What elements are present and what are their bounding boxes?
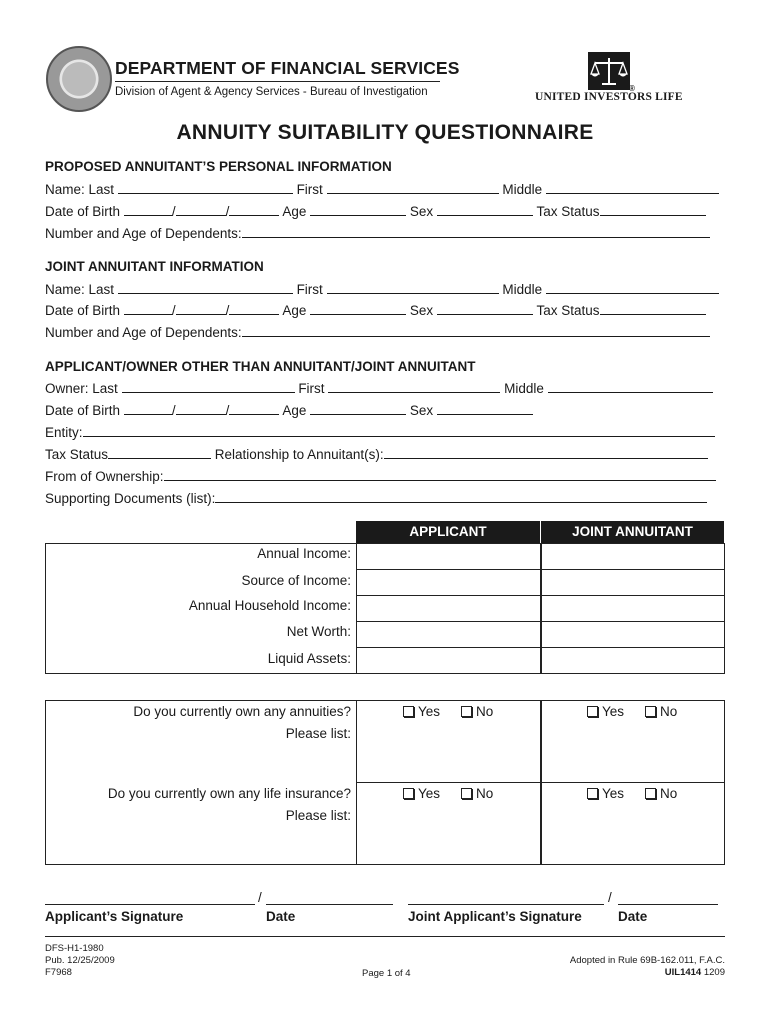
- checkbox-icon: [645, 788, 656, 799]
- owner-tax-row: [45, 446, 708, 462]
- annuitant-dependents-row: [45, 225, 710, 241]
- joint-signature-label: Joint Applicant’s Signature: [408, 909, 582, 924]
- tax-status-label: Tax Status: [536, 204, 600, 219]
- applicant-household-income-field[interactable]: [356, 595, 541, 622]
- annuitant-dob-row: [45, 203, 706, 219]
- checkbox-icon: [587, 788, 598, 799]
- applicant-annuities-cell[interactable]: [356, 700, 541, 783]
- company-name: UNITED INVESTORS LIFE: [535, 91, 683, 103]
- entity-label: Entity:: [45, 425, 83, 440]
- publication-date: Pub. 12/25/2009: [45, 955, 115, 966]
- last-name-field[interactable]: [118, 281, 293, 294]
- scales-icon: [588, 52, 630, 90]
- joint-dependents-row: [45, 324, 710, 340]
- dependents-field[interactable]: [242, 324, 710, 337]
- tax-status-label: Tax Status: [45, 447, 109, 462]
- documents-row: [45, 490, 707, 506]
- uil-code: UIL1414: [664, 967, 702, 978]
- relationship-label: Relationship to Annuitant(s):: [214, 447, 384, 462]
- owner-dob-row: [45, 402, 533, 418]
- page-number: Page 1 of 4: [362, 968, 411, 979]
- checkbox-icon: [587, 706, 598, 717]
- dob-month-field[interactable]: [124, 203, 172, 216]
- applicant-net-worth-field[interactable]: [356, 621, 541, 648]
- tax-status-field[interactable]: [600, 203, 706, 216]
- annuitant-heading: PROPOSED ANNUITANT’S PERSONAL INFORMATION: [45, 159, 392, 174]
- middle-name-label: Middle: [504, 381, 544, 396]
- age-label: Age: [282, 204, 307, 219]
- scales-logo: [588, 52, 630, 90]
- age-field[interactable]: [310, 203, 406, 216]
- owner-last-field[interactable]: [122, 380, 295, 393]
- household-income-label: Annual Household Income:: [188, 598, 351, 613]
- middle-name-label: Middle: [502, 182, 543, 197]
- joint-insurance-yes[interactable]: [587, 786, 624, 801]
- yes-label: Yes: [602, 704, 625, 719]
- tax-status-field[interactable]: [108, 446, 211, 459]
- last-name-label: Name: Last: [45, 282, 115, 297]
- no-label: No: [660, 704, 678, 719]
- sex-field[interactable]: [437, 203, 533, 216]
- joint-insurance-no[interactable]: [645, 786, 677, 801]
- dob-slash: /: [171, 403, 176, 418]
- insurance-please-list: Please list:: [285, 808, 351, 823]
- applicant-insurance-no[interactable]: [461, 786, 493, 801]
- annual-income-label: Annual Income:: [257, 546, 351, 561]
- rule-reference: Adopted in Rule 69B-162.011, F.A.C.: [569, 955, 725, 966]
- yes-label: Yes: [418, 704, 441, 719]
- joint-insurance-cell[interactable]: [541, 782, 725, 865]
- dob-label: Date of Birth: [45, 303, 121, 318]
- no-label: No: [476, 786, 494, 801]
- joint-annuities-no[interactable]: [645, 704, 677, 719]
- signature-slash: /: [258, 890, 262, 905]
- joint-liquid-assets-field[interactable]: [541, 647, 725, 674]
- age-label: Age: [282, 403, 307, 418]
- state-seal-logo: [46, 46, 112, 112]
- joint-column-header: JOINT ANNUITANT: [541, 521, 724, 543]
- sex-label: Sex: [409, 303, 434, 318]
- dob-day-field[interactable]: [176, 302, 226, 315]
- uil-code-row: [665, 967, 725, 979]
- no-label: No: [476, 704, 494, 719]
- annuities-question: Do you currently own any annuities?: [133, 704, 351, 719]
- dob-year-field[interactable]: [229, 203, 279, 216]
- entity-row: [45, 424, 715, 440]
- sex-label: Sex: [409, 204, 434, 219]
- dob-year-field[interactable]: [229, 402, 279, 415]
- dob-slash: /: [225, 204, 230, 219]
- middle-name-field[interactable]: [546, 281, 719, 294]
- joint-heading: JOINT ANNUITANT INFORMATION: [45, 259, 264, 274]
- applicant-insurance-cell[interactable]: [356, 782, 541, 865]
- signature-slash: /: [608, 890, 612, 905]
- applicant-annuities-no[interactable]: [461, 704, 493, 719]
- first-name-field[interactable]: [328, 380, 500, 393]
- dob-slash: /: [171, 204, 176, 219]
- ownership-label: From of Ownership:: [45, 469, 164, 484]
- insurance-question: Do you currently own any life insurance?: [107, 786, 351, 801]
- tax-status-label: Tax Status: [536, 303, 600, 318]
- last-name-label: Name: Last: [45, 182, 115, 197]
- dob-slash: /: [225, 303, 230, 318]
- checkbox-icon: [645, 706, 656, 717]
- applicant-date-label: Date: [266, 909, 296, 924]
- sex-field[interactable]: [437, 402, 533, 415]
- joint-signature-field[interactable]: [408, 904, 604, 905]
- applicant-signature-label: Applicant’s Signature: [45, 909, 184, 924]
- checkbox-icon: [403, 706, 414, 717]
- yes-label: Yes: [602, 786, 625, 801]
- yes-label: Yes: [418, 786, 441, 801]
- relationship-field[interactable]: [384, 446, 708, 459]
- dob-month-field[interactable]: [124, 302, 172, 315]
- applicant-date-field[interactable]: [266, 904, 393, 905]
- dependents-field[interactable]: [242, 225, 710, 238]
- first-name-field[interactable]: [327, 181, 499, 194]
- joint-dob-row: [45, 302, 706, 318]
- age-field[interactable]: [310, 402, 406, 415]
- age-field[interactable]: [310, 302, 406, 315]
- dob-day-field[interactable]: [176, 402, 226, 415]
- first-name-field[interactable]: [327, 281, 499, 294]
- first-name-label: First: [296, 282, 323, 297]
- ownership-row: [45, 468, 716, 484]
- joint-source-income-field[interactable]: [541, 569, 725, 596]
- checkbox-icon: [461, 788, 472, 799]
- documents-label: Supporting Documents (list):: [45, 491, 216, 506]
- header-divider: [115, 81, 440, 82]
- owner-name-row: [45, 380, 713, 396]
- joint-annual-income-field[interactable]: [541, 543, 725, 570]
- owner-last-label: Owner: Last: [45, 381, 118, 396]
- form-number: DFS-H1-1980: [45, 943, 104, 954]
- applicant-annuities-yes[interactable]: [403, 704, 440, 719]
- dependents-label: Number and Age of Dependents:: [45, 226, 242, 241]
- department-title: DEPARTMENT OF FINANCIAL SERVICES: [115, 58, 460, 78]
- applicant-liquid-assets-field[interactable]: [356, 647, 541, 674]
- last-name-field[interactable]: [118, 181, 293, 194]
- net-worth-label: Net Worth:: [286, 624, 351, 639]
- first-name-label: First: [298, 381, 325, 396]
- applicant-column-header: APPLICANT: [356, 521, 540, 543]
- joint-annuities-yes[interactable]: [587, 704, 624, 719]
- middle-name-label: Middle: [502, 282, 543, 297]
- sex-label: Sex: [409, 403, 434, 418]
- source-income-label: Source of Income:: [241, 573, 351, 588]
- first-name-label: First: [296, 182, 323, 197]
- dob-slash: /: [225, 403, 230, 418]
- age-label: Age: [282, 303, 307, 318]
- joint-net-worth-field[interactable]: [541, 621, 725, 648]
- checkbox-icon: [461, 706, 472, 717]
- applicant-signature-field[interactable]: [45, 904, 255, 905]
- middle-name-field[interactable]: [546, 181, 719, 194]
- joint-date-field[interactable]: [618, 904, 718, 905]
- owner-heading: APPLICANT/OWNER OTHER THAN ANNUITANT/JOINT ANNUITANT: [45, 359, 476, 374]
- liquid-assets-label: Liquid Assets:: [267, 651, 351, 666]
- annuities-please-list: Please list:: [285, 726, 351, 741]
- dob-day-field[interactable]: [176, 203, 226, 216]
- dob-month-field[interactable]: [124, 402, 172, 415]
- joint-household-income-field[interactable]: [541, 595, 725, 622]
- dependents-label: Number and Age of Dependents:: [45, 325, 242, 340]
- registered-mark: ®: [629, 84, 635, 93]
- dob-slash: /: [171, 303, 176, 318]
- applicant-annual-income-field[interactable]: [356, 543, 541, 570]
- no-label: No: [660, 786, 678, 801]
- joint-annuities-cell[interactable]: [541, 700, 725, 783]
- joint-name-row: [45, 281, 719, 297]
- form-code: F7968: [45, 967, 72, 978]
- page-title: ANNUITY SUITABILITY QUESTIONNAIRE: [176, 121, 594, 144]
- tax-status-field[interactable]: [600, 302, 706, 315]
- footer-divider: [45, 936, 725, 937]
- joint-date-label: Date: [618, 909, 648, 924]
- dob-label: Date of Birth: [45, 204, 121, 219]
- applicant-source-income-field[interactable]: [356, 569, 541, 596]
- dob-label: Date of Birth: [45, 403, 121, 418]
- documents-field[interactable]: [215, 490, 707, 503]
- checkbox-icon: [403, 788, 414, 799]
- ownership-field[interactable]: [164, 468, 716, 481]
- entity-field[interactable]: [83, 424, 715, 437]
- department-subtitle: Division of Agent & Agency Services - Bureau of Investigation: [115, 86, 428, 98]
- sex-field[interactable]: [437, 302, 533, 315]
- middle-name-field[interactable]: [548, 380, 713, 393]
- dob-year-field[interactable]: [229, 302, 279, 315]
- annuitant-name-row: [45, 181, 719, 197]
- uil-date: 1209: [703, 967, 725, 978]
- applicant-insurance-yes[interactable]: [403, 786, 440, 801]
